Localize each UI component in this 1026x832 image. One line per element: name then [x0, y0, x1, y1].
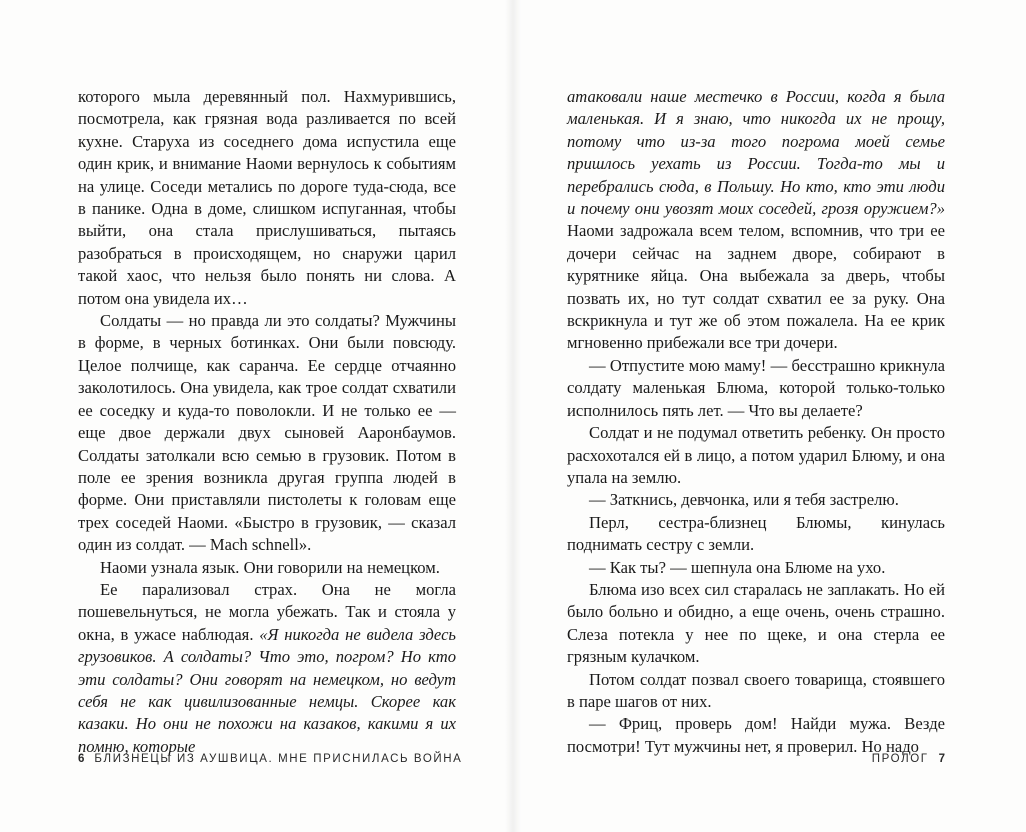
right-page-number: 7 [938, 753, 945, 765]
text-run: которого мыла деревянный пол. Нахмурившись, посмотрела, как грязная вода разливается по всей кухне. Старуха из соседнего дома испустила еще один крик, и внимание Наоми вернулось к событиям на улице. Соседи метались по дороге туда-сюда, все в панике. Одна в доме, слишком испуганная, чтобы выйти, она стала прислушиваться, пытаясь разобраться в происходящем, но снаружи царил такой хаос, что нельзя было понять ни слова. А потом она увидела их… [78, 87, 456, 308]
text-run: Блюма изо всех сил старалась не заплакать. Но ей было больно и обидно, а еще очень, очень страшно. Слеза потекла у нее по щеке, и она стерла ее грязным кулачком. [567, 579, 945, 667]
paragraph [567, 557, 945, 579]
text-run: Солдаты — но правда ли это солдаты? Мужчины в форме, в черных ботинках. Они были повсюду. Целое полчище, как саранча. Ее сердце отчаянно заколотилось. Она увидела, как трое солдат схватили ее соседку и куда-то поволокли. И не только ее — еще двое держали двух сыновей Ааронбаумов. Солдаты затолкали всю семью в грузовик. Потом в поле ее зрения возникла другая группа людей в форме. Они приставляли пистолеты к головам еще трех соседей Наоми. «Быстро в грузовик, — сказал один из солдат. — Mach schnell». [78, 311, 456, 555]
section-title: ПРОЛОГ [871, 753, 929, 765]
paragraph [567, 713, 945, 758]
text-run: — Как ты? — шепнула она Блюме на ухо. [589, 557, 886, 577]
paragraph [567, 669, 945, 714]
left-page-text [78, 86, 456, 758]
text-run: — Заткнись, девчонка, или я тебя застрелю. [589, 490, 899, 510]
book-title: БЛИЗНЕЦЫ ИЗ АУШВИЦА. МНЕ ПРИСНИЛАСЬ ВОЙНА [94, 753, 463, 765]
text-run: Перл, сестра-близнец Блюмы, кинулась поднимать сестру с земли. [567, 512, 945, 555]
left-page-number: 6 [78, 753, 85, 765]
paragraph [567, 86, 945, 355]
paragraph [567, 489, 945, 511]
text-run: Потом солдат позвал своего товарища, стоявшего в паре шагов от них. [567, 669, 945, 711]
paragraph [567, 579, 945, 669]
italic-text: «Я никогда не видела здесь грузовиков. А солдаты? Что это, погром? Но кто эти солдаты? Они говорят на немецком, но ведут себя не как цивилизованные немцы. Скорее как казаки. Но они не похожи на казаков, какими я их помню, которые [78, 624, 456, 756]
paragraph [78, 86, 456, 310]
text-run: — Фриц, проверь дом! Найди мужа. Везде посмотри! Тут мужчины нет, я проверил. Но надо [567, 714, 945, 756]
paragraph [567, 355, 945, 422]
text-run: Наоми узнала язык. Они говорили на немецком. [100, 557, 440, 577]
paragraph [567, 512, 945, 557]
book-gutter [505, 0, 521, 832]
left-running-footer [78, 753, 462, 765]
text-run: Наоми задрожала всем телом, вспомнив, что три ее дочери сейчас на заднем дворе, собирают в курятнике яйца. Она выбежала за дверь, чтобы позвать их, но тут солдат схватил ее за руку. Она вскрикнула и тут же об этом пожалела. На ее крик мгновенно прибежали все три дочери. [567, 221, 945, 353]
italic-text: атаковали наше местечко в России, когда я была маленькая. И я знаю, что никогда их не прощу, потому что из-за того погрома моей семье пришлось уехать из России. Тогда-то мы и перебрались сюда, в Польшу. Но кто, кто эти люди и почему они увозят моих соседей, грозя оружием?» [567, 87, 945, 219]
right-page-text [567, 86, 945, 758]
text-run: Ее парализовал страх. Она не могла пошевельнуться, не могла убежать. Так и стояла у окна, в ужасе наблюдая. [78, 579, 456, 644]
text-run: Солдат и не подумал ответить ребенку. Он просто расхохотался ей в лицо, а потом ударил Блюму, и она упала на землю. [567, 423, 945, 487]
paragraph [78, 557, 456, 579]
left-page [78, 86, 456, 758]
right-page [567, 86, 945, 758]
right-running-footer [855, 753, 945, 765]
paragraph [567, 422, 945, 489]
paragraph [78, 310, 456, 556]
text-run: — Отпустите мою маму! — бесстрашно крикнула солдату маленькая Блюма, которой только-только исполнилось пять лет. — Что вы делаете? [567, 355, 945, 420]
paragraph [78, 579, 456, 758]
